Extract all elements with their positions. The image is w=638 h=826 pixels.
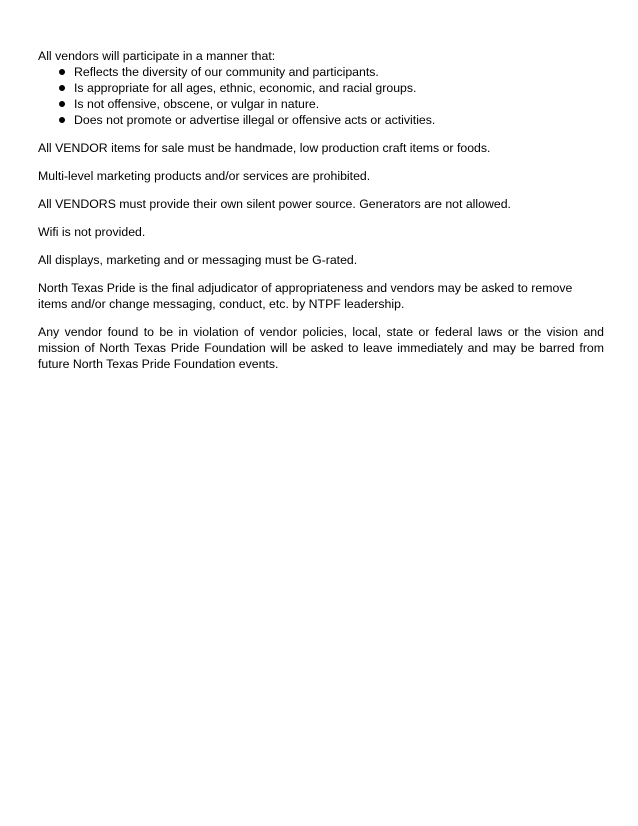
list-item (38, 80, 604, 96)
conduct-list (38, 64, 604, 128)
list-item (38, 96, 604, 112)
list-item (38, 64, 604, 80)
power-policy: All VENDORS must provide their own silent power source. Generators are not allowed. (38, 197, 511, 211)
bullet-icon (59, 101, 65, 107)
bullet-icon (59, 117, 65, 123)
document-page (38, 48, 604, 384)
list-item-text: Does not promote or advertise illegal or offensive acts or activities. (74, 113, 436, 127)
violation-policy: Any vendor found to be in violation of vendor policies, local, state or federal laws or the vision and mission of North Texas Pride Foundation will be asked to leave immediately and may be barred from future North Texas Pride Foundation events. (38, 325, 604, 371)
adjudicator-policy: North Texas Pride is the final adjudicator of appropriateness and vendors may be asked to remove items and/or change messaging, conduct, etc. by NTPF leadership. (38, 281, 573, 311)
wifi-policy: Wifi is not provided. (38, 225, 146, 239)
rating-policy: All displays, marketing and or messaging must be G-rated. (38, 253, 358, 267)
list-item (38, 112, 604, 128)
list-item-text: Is appropriate for all ages, ethnic, economic, and racial groups. (74, 81, 417, 95)
handmade-policy: All VENDOR items for sale must be handmade, low production craft items or foods. (38, 141, 491, 155)
intro-text: All vendors will participate in a manner that: (38, 49, 276, 63)
list-item-text: Is not offensive, obscene, or vulgar in nature. (74, 97, 320, 111)
bullet-icon (59, 69, 65, 75)
bullet-icon (59, 85, 65, 91)
list-item-text: Reflects the diversity of our community and participants. (74, 65, 379, 79)
mlm-policy: Multi-level marketing products and/or services are prohibited. (38, 169, 371, 183)
